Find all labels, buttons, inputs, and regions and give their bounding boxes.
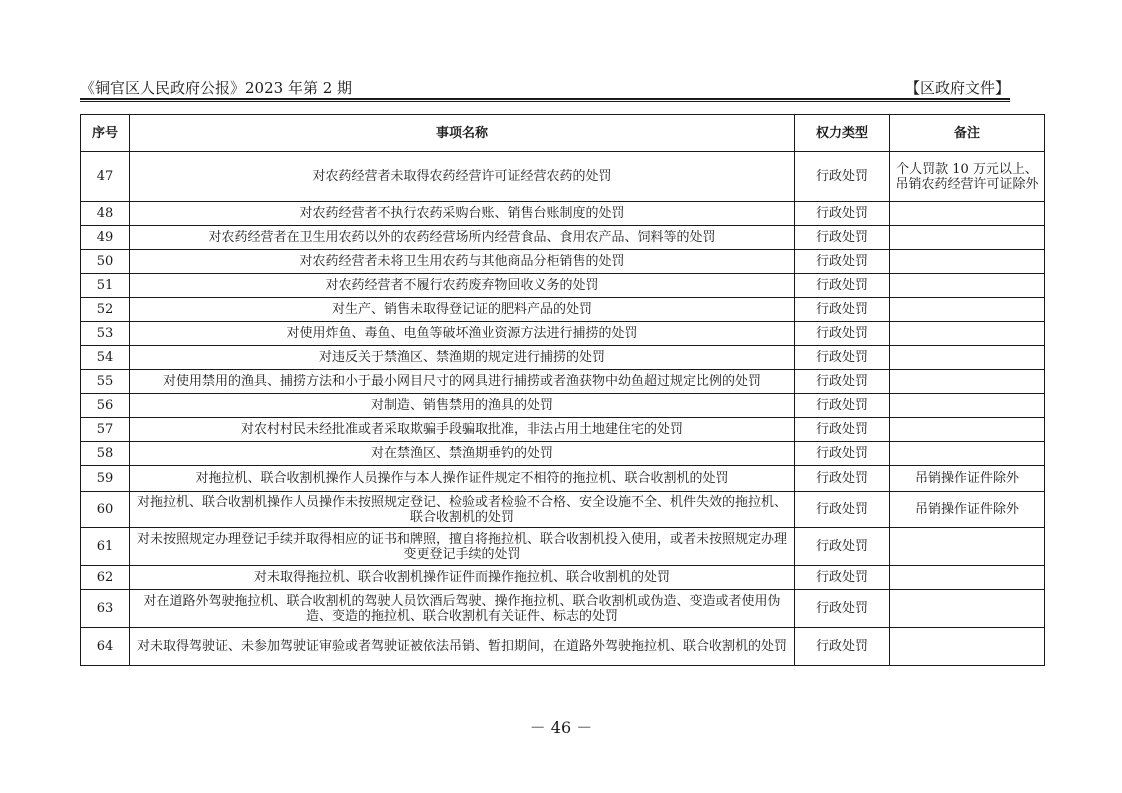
table-row (81, 466, 1045, 492)
item-name-cell: 对未取得驾驶证、未参加驾驶证审验或者驾驶证被依法吊销、暂扣期间，在道路外驾驶拖拉机、联合收割机的处罚 (130, 628, 795, 666)
power-type-cell: 行政处罚 (795, 628, 890, 666)
remarks-cell (890, 418, 1045, 442)
remarks-cell (890, 202, 1045, 226)
item-name-cell: 对拖拉机、联合收割机操作人员操作与本人操作证件规定不相符的拖拉机、联合收割机的处罚 (130, 466, 795, 492)
remarks-cell (890, 226, 1045, 250)
row-number-cell: 60 (81, 492, 130, 528)
remarks-cell: 个人罚款 10 万元以上、吊销农药经营许可证除外 (890, 152, 1045, 202)
column-header-number: 序号 (81, 115, 130, 152)
table-row (81, 394, 1045, 418)
item-name-cell: 对在禁渔区、禁渔期垂钓的处罚 (130, 442, 795, 466)
power-type-cell: 行政处罚 (795, 226, 890, 250)
item-name-cell: 对未按照规定办理登记手续并取得相应的证书和牌照，擅自将拖拉机、联合收割机投入使用，或者未按照规定办理变更登记手续的处罚 (130, 528, 795, 566)
row-number-cell: 63 (81, 590, 130, 628)
power-type-cell: 行政处罚 (795, 394, 890, 418)
power-type-cell: 行政处罚 (795, 370, 890, 394)
row-number-cell: 61 (81, 528, 130, 566)
item-name-cell: 对农药经营者未取得农药经营许可证经营农药的处罚 (130, 152, 795, 202)
table-row (81, 442, 1045, 466)
table-row (81, 274, 1045, 298)
page-number: － 46 － (529, 718, 593, 737)
power-type-cell: 行政处罚 (795, 202, 890, 226)
row-number-cell: 58 (81, 442, 130, 466)
page-header (80, 77, 1010, 99)
row-number-cell: 52 (81, 298, 130, 322)
power-type-cell: 行政处罚 (795, 152, 890, 202)
power-type-cell: 行政处罚 (795, 418, 890, 442)
remarks-cell (890, 250, 1045, 274)
items-table (80, 114, 1045, 666)
item-name-cell: 对农村村民未经批准或者采取欺骗手段骗取批准，非法占用土地建住宅的处罚 (130, 418, 795, 442)
power-type-cell: 行政处罚 (795, 466, 890, 492)
table-row (81, 152, 1045, 202)
table-row (81, 250, 1045, 274)
table-row (81, 628, 1045, 666)
row-number-cell: 53 (81, 322, 130, 346)
item-name-cell: 对农药经营者未将卫生用农药与其他商品分柜销售的处罚 (130, 250, 795, 274)
table-row (81, 226, 1045, 250)
row-number-cell: 50 (81, 250, 130, 274)
power-type-cell: 行政处罚 (795, 250, 890, 274)
power-type-cell: 行政处罚 (795, 298, 890, 322)
item-name-cell: 对在道路外驾驶拖拉机、联合收割机的驾驶人员饮酒后驾驶、操作拖拉机、联合收割机或伪造、变造或者使用伪造、变造的拖拉机、联合收割机有关证件、标志的处罚 (130, 590, 795, 628)
item-name-cell: 对生产、销售未取得登记证的肥料产品的处罚 (130, 298, 795, 322)
power-type-cell: 行政处罚 (795, 346, 890, 370)
item-name-cell: 对农药经营者在卫生用农药以外的农药经营场所内经营食品、食用农产品、饲料等的处罚 (130, 226, 795, 250)
remarks-cell (890, 628, 1045, 666)
remarks-cell (890, 346, 1045, 370)
item-name-cell: 对制造、销售禁用的渔具的处罚 (130, 394, 795, 418)
row-number-cell: 62 (81, 566, 130, 590)
item-name-cell: 对使用炸鱼、毒鱼、电鱼等破坏渔业资源方法进行捕捞的处罚 (130, 322, 795, 346)
bulletin-title: 《铜官区人民政府公报》2023 年第 2 期 (80, 79, 353, 97)
item-name-cell: 对农药经营者不执行农药采购台账、销售台账制度的处罚 (130, 202, 795, 226)
row-number-cell: 56 (81, 394, 130, 418)
table-row (81, 370, 1045, 394)
table-row (81, 322, 1045, 346)
header-rule-thin (80, 101, 1010, 102)
power-type-cell: 行政处罚 (795, 442, 890, 466)
row-number-cell: 47 (81, 152, 130, 202)
item-name-cell: 对未取得拖拉机、联合收割机操作证件而操作拖拉机、联合收割机的处罚 (130, 566, 795, 590)
row-number-cell: 51 (81, 274, 130, 298)
table-row (81, 492, 1045, 528)
item-name-cell: 对违反关于禁渔区、禁渔期的规定进行捕捞的处罚 (130, 346, 795, 370)
row-number-cell: 55 (81, 370, 130, 394)
table-row (81, 346, 1045, 370)
row-number-cell: 49 (81, 226, 130, 250)
table-row (81, 566, 1045, 590)
remarks-cell (890, 590, 1045, 628)
row-number-cell: 57 (81, 418, 130, 442)
section-label: 【区政府文件】 (904, 79, 1010, 97)
row-number-cell: 64 (81, 628, 130, 666)
remarks-cell (890, 298, 1045, 322)
table-row (81, 590, 1045, 628)
column-header-remarks: 备注 (890, 115, 1045, 152)
column-header-power-type: 权力类型 (795, 115, 890, 152)
remarks-cell (890, 528, 1045, 566)
remarks-cell (890, 322, 1045, 346)
power-type-cell: 行政处罚 (795, 274, 890, 298)
table-header-row (81, 115, 1045, 152)
power-type-cell: 行政处罚 (795, 528, 890, 566)
remarks-cell (890, 274, 1045, 298)
remarks-cell: 吊销操作证件除外 (890, 466, 1045, 492)
table-row (81, 528, 1045, 566)
remarks-cell (890, 370, 1045, 394)
row-number-cell: 54 (81, 346, 130, 370)
header-rule-thick (80, 98, 1010, 100)
table-row (81, 298, 1045, 322)
remarks-cell (890, 442, 1045, 466)
table-row (81, 418, 1045, 442)
row-number-cell: 59 (81, 466, 130, 492)
item-name-cell: 对使用禁用的渔具、捕捞方法和小于最小网目尺寸的网具进行捕捞或者渔获物中幼鱼超过规定比例的处罚 (130, 370, 795, 394)
item-name-cell: 对农药经营者不履行农药废弃物回收义务的处罚 (130, 274, 795, 298)
power-type-cell: 行政处罚 (795, 590, 890, 628)
item-name-cell: 对拖拉机、联合收割机操作人员操作未按照规定登记、检验或者检验不合格、安全设施不全、机件失效的拖拉机、联合收割机的处罚 (130, 492, 795, 528)
power-type-cell: 行政处罚 (795, 492, 890, 528)
remarks-cell: 吊销操作证件除外 (890, 492, 1045, 528)
table-row (81, 202, 1045, 226)
remarks-cell (890, 394, 1045, 418)
row-number-cell: 48 (81, 202, 130, 226)
remarks-cell (890, 566, 1045, 590)
power-type-cell: 行政处罚 (795, 566, 890, 590)
column-header-item-name: 事项名称 (130, 115, 795, 152)
power-type-cell: 行政处罚 (795, 322, 890, 346)
